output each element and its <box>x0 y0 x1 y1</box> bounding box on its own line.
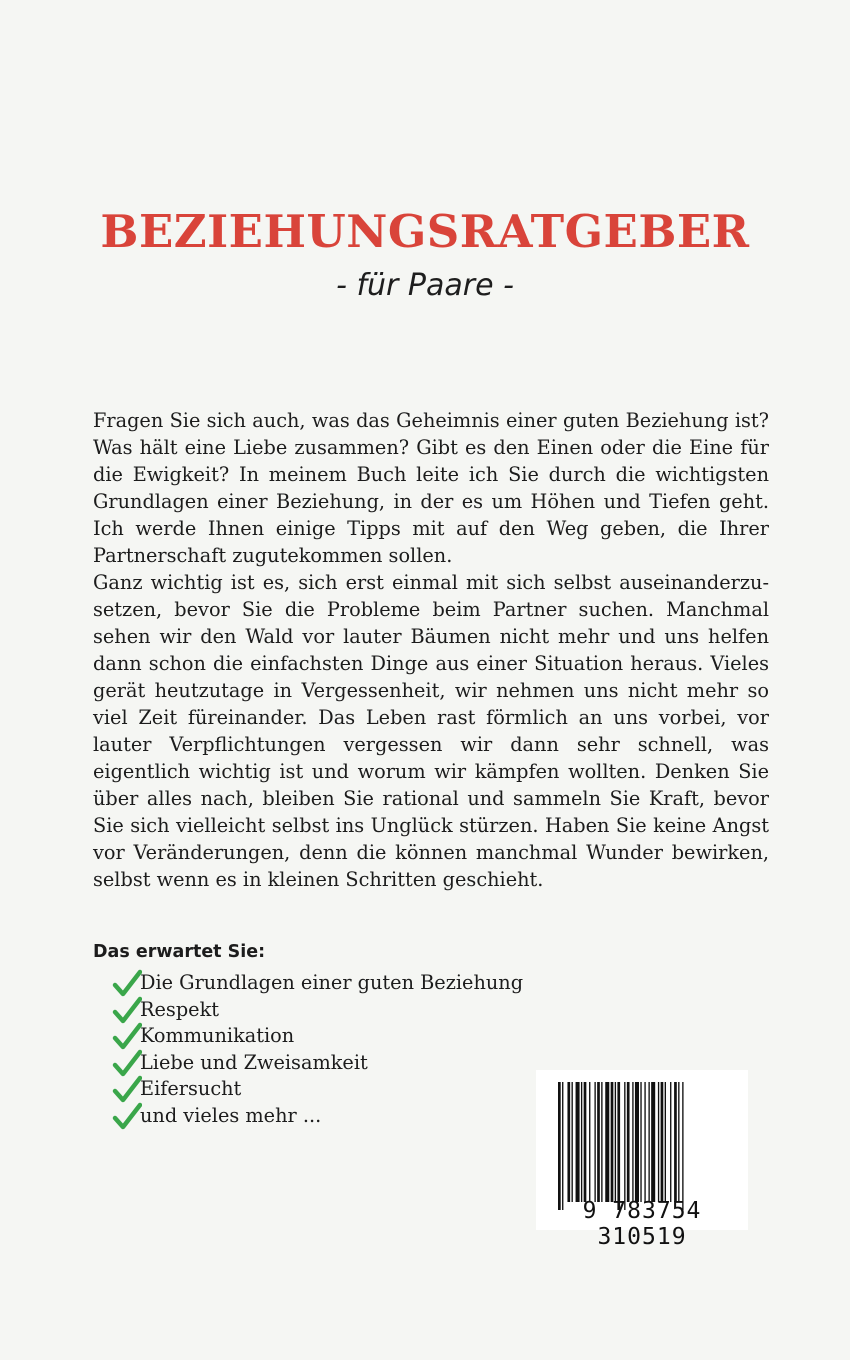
check-icon <box>112 995 142 1025</box>
barcode-bar <box>567 1082 570 1202</box>
barcode-bar <box>572 1082 573 1202</box>
check-icon <box>112 968 142 998</box>
blurb-paragraph: Ganz wichtig ist es, sich erst einmal mit sich selbst auseinanderzusetzen, bevor Sie die Probleme beim Partner suchen. Manchmal sehen wir den Wald vor lauter Bäumen nicht mehr und uns helfen dann schon die einfachsten Dinge aus einer Situation heraus. Vieles gerät heutzutage in Vergessenheit, wir nehmen uns nicht mehr so viel Zeit füreinander. Das Leben rast förmlich an uns vorbei, vor lauter Verpflichtungen vergessen wir dann sehr schnell, was eigentlich wichtig ist und worum wir kämpfen wollten. Denken Sie über alles nach, bleiben Sie rational und sammeln Sie Kraft, bevor Sie sich vielleicht selbst ins Unglück stürzen. Haben Sie keine Angst vor Veränderungen, denn die können manchmal Wunder bewirken, selbst wenn es in kleinen Schritten geschieht. <box>93 571 769 891</box>
barcode <box>536 1070 748 1250</box>
list-item-label: Die Grundlagen einer guten Beziehung <box>140 971 524 994</box>
list-item <box>112 995 523 1022</box>
list-item-label: Eifersucht <box>140 1077 242 1101</box>
barcode-bar <box>617 1082 620 1210</box>
barcode-bar <box>611 1082 614 1202</box>
check-icon <box>112 1021 142 1051</box>
check-icon <box>112 1074 142 1104</box>
list-item <box>112 1021 523 1048</box>
list-item-label: Kommunikation <box>140 1024 295 1048</box>
check-icon <box>112 1101 142 1131</box>
book-title: BEZIEHUNGSRATGEBER <box>100 205 750 258</box>
list-item-label: Respekt <box>140 997 220 1021</box>
list-item <box>112 1074 523 1101</box>
barcode-bar <box>589 1082 590 1202</box>
list-item <box>112 968 523 995</box>
isbn-number: 9 783754 310519 <box>582 1198 702 1250</box>
barcode-bar <box>576 1082 580 1202</box>
list-item-label: und vieles mehr ... <box>140 1103 322 1127</box>
blurb-paragraph: Fragen Sie sich auch, was das Geheimnis einer guten Beziehung ist? Was hält eine Liebe zusammen? Gibt es den Einen oder die Eine für die Ewigkeit? In meinem Buch leite ich Sie durch die wichtigsten Grundlagen einer Beziehung, in der es um Höhen und Tiefen geht. Ich werde Ihnen einige Tipps mit auf den Weg geben, die Ihrer Partnerschaft zugutekommen sollen. <box>93 409 769 567</box>
barcode-bar <box>581 1082 582 1202</box>
list-item-label: Liebe und Zweisamkeit <box>140 1050 368 1074</box>
barcode-bar <box>597 1082 600 1202</box>
book-subtitle: - für Paare - <box>336 268 514 303</box>
barcode-bar <box>661 1082 664 1202</box>
blurb <box>93 407 769 893</box>
barcode-bar <box>640 1082 641 1202</box>
barcode-bar <box>674 1082 677 1202</box>
barcode-bar <box>605 1082 609 1202</box>
expect-heading: Das erwartet Sie: <box>93 942 266 962</box>
barcode-bar <box>584 1082 587 1202</box>
list-item <box>112 1048 523 1075</box>
barcode-bar <box>615 1082 616 1202</box>
barcode-bar <box>632 1082 633 1202</box>
barcode-bar <box>627 1082 630 1202</box>
list-item <box>112 1101 523 1128</box>
barcode-bar <box>682 1082 683 1210</box>
barcode-bar <box>678 1082 679 1202</box>
barcode-bar <box>658 1082 659 1202</box>
barcode-bar <box>624 1082 625 1210</box>
barcode-bar <box>670 1082 671 1202</box>
check-icon <box>112 1048 142 1078</box>
barcode-bar <box>635 1082 639 1202</box>
barcode-bar <box>665 1082 666 1202</box>
barcode-bar <box>651 1082 655 1202</box>
barcode-bar <box>558 1082 561 1210</box>
barcode-bar <box>594 1082 595 1202</box>
expect-list <box>112 968 523 1128</box>
barcode-bar <box>644 1082 645 1202</box>
barcode-bar <box>648 1082 649 1202</box>
barcode-bar <box>601 1082 602 1202</box>
barcode-bar <box>562 1082 563 1210</box>
